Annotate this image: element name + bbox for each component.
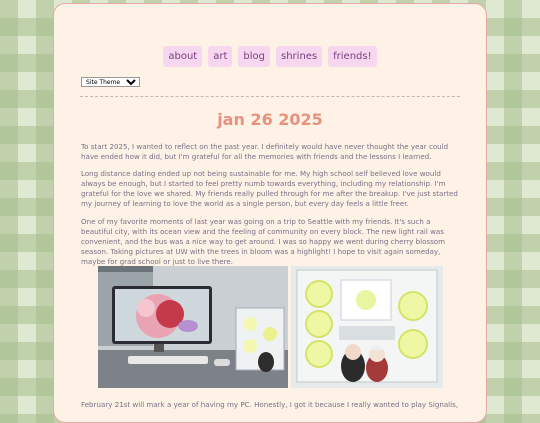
- post-title: jan 26 2025: [217, 110, 323, 129]
- nav-about-link[interactable]: about: [163, 46, 202, 67]
- post-paragraph: One of my favorite moments of last year was going on a trip to Seattle with my friends. It's such a beautiful city, with its ocean view and the feeling of community on every block. The new light rail was convenient, and the bus was a nice way to get around. I was so happy we went during cherry blossom season. Taking pictures at UW with the trees in bloom was a highlight! I hope to visit again someday, maybe for grad school or just to live there.: [81, 216, 446, 266]
- desk-setup-illustration: [98, 266, 288, 388]
- pc-build-illustration: [291, 266, 443, 388]
- blog-page: [53, 3, 487, 423]
- pc-build-photo: [291, 266, 443, 388]
- post-paragraph-continued: February 21st will mark a year of having my PC. Honestly, I got it because I really wanted to play Signalis,: [81, 400, 459, 409]
- nav-blog-link[interactable]: blog: [238, 46, 270, 67]
- desk-setup-photo: [98, 266, 288, 388]
- header-divider: [80, 96, 460, 97]
- post-body: [81, 142, 459, 274]
- site-theme-select[interactable]: [81, 77, 140, 87]
- site-nav: [54, 46, 486, 67]
- nav-art-link[interactable]: art: [208, 46, 232, 67]
- post-paragraph: Long distance dating ended up not being sustainable for me. My high school self believed love would always be enough, but I started to feel pretty numb towards everything, including my relationship. I'm grateful for the love we shared. My friends really pulled through for me after the breakup. I've just started my journey of learning to love the world as a single person, but every day feels a little freer.: [81, 169, 458, 209]
- post-paragraph: To start 2025, I wanted to reflect on the past year. I definitely would have never thought the year could have ended how it did, but I'm grateful for all the memories with friends and the lessons I learned.: [81, 142, 449, 162]
- nav-shrines-link[interactable]: shrines: [276, 46, 322, 67]
- nav-friends-link[interactable]: friends!: [328, 46, 376, 67]
- photo-row: [98, 266, 444, 388]
